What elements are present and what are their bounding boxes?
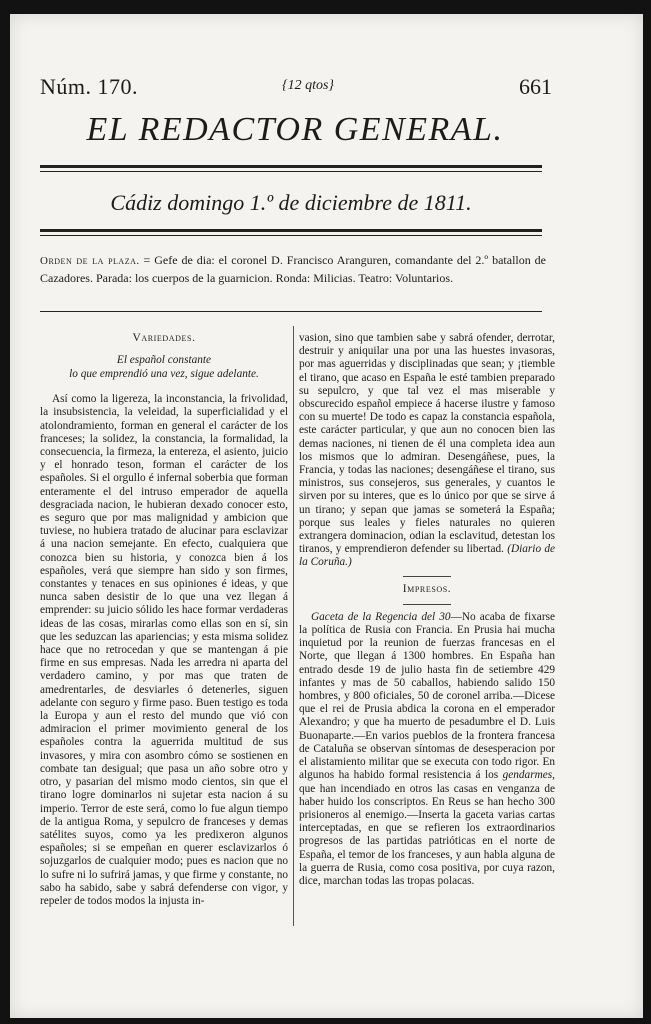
- variedades-heading: Variedades.: [132, 332, 196, 344]
- impresos-text-2: , que han incendiado en otros las casas en venganza de haber huido los conscriptos. En Reus se han hecho 300 prisioneros al enemigo.—Inserta la gaceta varias cartas interceptadas, en que se refieren los extraordinarios progresos de las partidas patrióticas en el norte de España, el temor de los franceses, y aun habla alguna de la guerra de Rusia, como cosa positiva, por cuya razon, dice, marchan todas las tropas polacas.: [299, 769, 555, 887]
- newspaper-page: [10, 14, 643, 1018]
- column-divider: [293, 326, 294, 926]
- impresos-heading: Impresos.: [402, 582, 452, 595]
- left-column: [40, 332, 288, 908]
- orden-text: = Gefe de dia: el coronel D. Francisco Aranguren, comandante del 2.º batallon de Cazadores. Parada: los cuerpos de la guarnicion. Ronda: Milicias. Teatro: Voluntarios.: [40, 253, 546, 285]
- dateline-rule-thick: [40, 229, 542, 232]
- variedades-body-left: Así como la ligereza, la inconstancia, la frivolidad, la insubsistencia, la veleidad, la superficialidad y el atolondramiento, forman en general el carácter de los franceses; la solidez, la constancia, la formalidad, la consecuencia, la firmeza, la entereza, el asiento, juicio y el honrado teson, forman el carácter de los españoles. Si el orgullo é infernal soberbia que forman enteramente el del intruso emperador de aquella desgraciada nacion, le hubieran dexado conocer esto, es seguro que por mas malignidad y ambicion que tuviese, no hubiera tratado de alucinar para esclavizar á una nacion semejante. En efecto, cualquiera que conozca bien su historia, y conozca bien á los españoles, verá que siempre han sido y son firmes, constantes y tenaces en sus opiniones é ideas, y que nunca saben desistir de lo que una vez llegan á emprender: su juicio sólido les hace formar verdaderas ideas de las cosas, mirarlas como ellas son en sí, sin que les seduzcan las apariencias; y esta misma solidez hace que no retrocedan y que se mantengan á pie firme en sus empresas. Nada les arredra ni aparta del verdadero camino, y por mas que traten de amedrentarles, de desviarles ó detenerles, siguen adelante con seguro y firme paso. Buen testigo es toda la Europa y aun el resto del mundo que vió con admiracion el primer movimiento general de los españoles contra la aguerrida multitud de sus invasores, y mira con asombro cómo se sostienen en combate tan desigual; que pasa un año sobre otro y otro, y pasarian del mismo modo cientos, sin que el tirano logre dominarlos ni sujetar esta nacion á su imperio. Terror de este será, como lo fue algun tiempo de la antigua Roma, y sepulcro de franceses y demas satélites suyos, como ya les predixeron algunos españoles; si se empeñan en querer esclavizarlos ó sojuzgarlos de cualquier modo; pues es nacion que no lo sufre ni lo sufrirá jamas, y que firme y constante, no sabo ha sabido, sabe y sabrá defenderse con vigor, y repeler de todos modos la injusta in-: [40, 393, 288, 907]
- title-rule-thick: [40, 165, 542, 168]
- variedades-epigraph: [40, 353, 288, 381]
- orden-de-la-plaza: [40, 252, 546, 287]
- impresos-rule: [403, 576, 451, 577]
- impresos-rule-2: [403, 604, 451, 605]
- newspaper-title: EL REDACTOR GENERAL.: [86, 111, 504, 148]
- variedades-body-right: [299, 332, 555, 570]
- price-quarters: {12 qtos}: [282, 78, 335, 93]
- epigraph-line-2: lo que emprendió una vez, sigue adelante.: [69, 368, 259, 381]
- impresos-body: [299, 611, 555, 888]
- orden-label: Orden de la plaza.: [40, 255, 140, 267]
- title-rule-thin: [40, 171, 542, 172]
- dateline-rule-thin: [40, 235, 542, 236]
- gendarmes-word: gendarmes: [502, 769, 553, 782]
- right-column: [299, 332, 555, 888]
- epigraph-line-1: El español constante: [116, 354, 212, 367]
- gaceta-title: Gaceta de la Regencia del 30: [311, 610, 451, 623]
- page-number: 661: [519, 74, 552, 99]
- variedades-continuation: vasion, sino que tambien sabe y sabrá ofender, derrotar, destruir y aniquilar una por una las huestes invasoras, por mas aguerridas y disciplinadas que sean; y ¡tiemble el tirano, que acaso en España le esté tambien preparado su sepulcro, y que tal vez el mas miserable y obscurecido español empiece á hacerse ilustre y famoso con su muerte! De todo es capaz la constancia española, este carácter particular, y que aun no conocen bien las demas naciones, ni tienen de él una completa idea aun los mismos que lo admiran. Desengáñese, pues, la Francia, y todas las naciones; desengáñese el tirano, sus ministros, sus consejeros, sus generales, y cuantos le sirven por su interes, que es lo único por que se sirve á un tirano; y sepan que jamas se someterá la España; porque sus leales y fieles naturales no quieren extrangera dominacion, odian la esclavitud, detestan los tiranos, y emprendieron defender su libertad.: [299, 332, 555, 556]
- impresos-text: —No acaba de fixarse la política de Rusia con Francia. En Prusia hai mucha inquietud por la reunion de fuerzas francesas en el Norte, que llegan á 1300 hombres. En España han entrado desde 19 de julio hasta fin de setiembre 429 infantes y mas de 50 caballos, habiendo salido 150 hombres, y 800 oficiales, 50 de coronel arriba.—Dicese que el rei de Prusia abdica la corona en el emperador Alexandro; y que ha muerto de pesadumbre el D. Luis Buonaparte.—En varios pueblos de la frontera francesa de Cataluña se observan síntomas de desesperacion por el alistamiento militar que se executa con todo rigor. En algunos ha habido formal resistencia á los: [299, 610, 555, 782]
- issue-number: Núm. 170.: [40, 74, 138, 99]
- variedades-source: (Diario de la Coruña.): [299, 543, 555, 569]
- dateline: Cádiz domingo 1.º de diciembre de 1811.: [110, 190, 472, 215]
- section-rule: [40, 311, 542, 312]
- masthead-top-line: [40, 74, 552, 104]
